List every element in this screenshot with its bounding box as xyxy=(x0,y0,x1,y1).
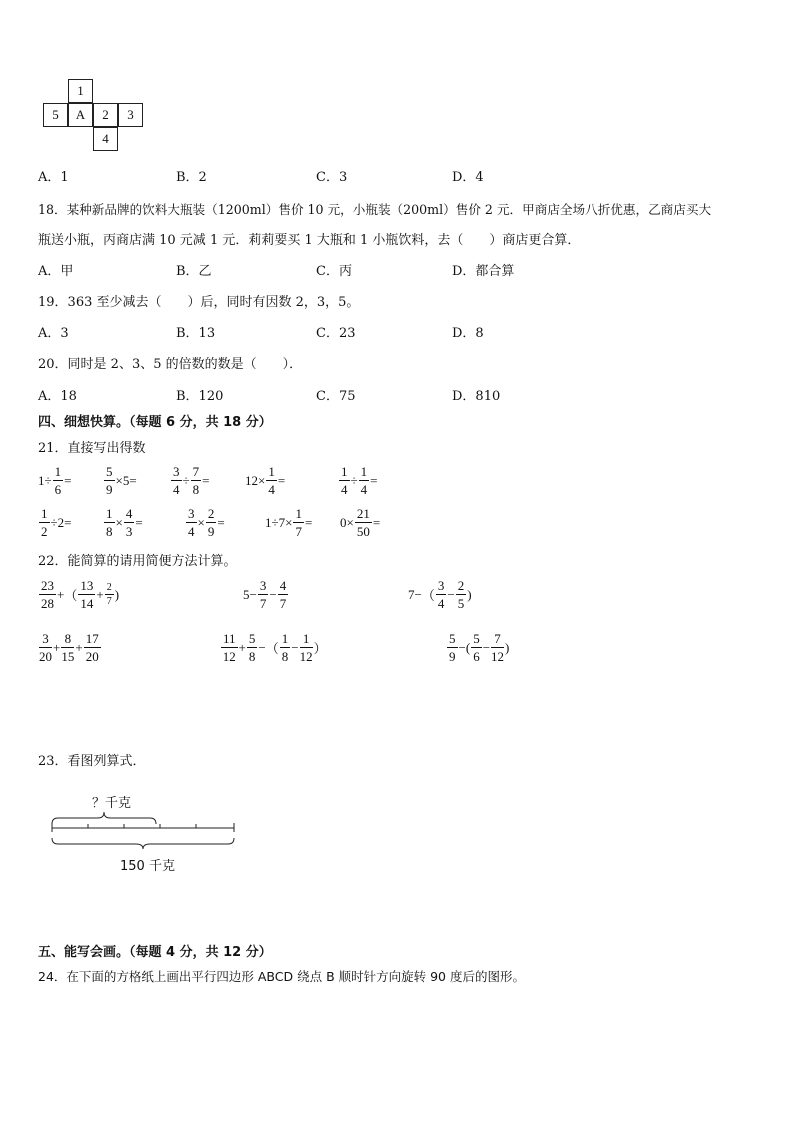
q22-text: 22．能简算的请用简便方法计算。 xyxy=(38,554,237,569)
q21-expr-1: 1 ÷ $\frac{1}{6}$ = xyxy=(38,464,72,497)
q18-option-d: D．都合算 xyxy=(452,264,515,279)
diagram-bottom-label: 150 千克 xyxy=(120,859,175,874)
q20-text: 20．同时是 2、3、5 的倍数的数是（ ）． xyxy=(38,357,303,372)
q21-expr-5: $\frac{1}{4}$ ÷ $\frac{1}{4}$ = xyxy=(341,464,378,497)
q23-text: 23．看图列算式． xyxy=(38,754,146,769)
q21-expr-7: $\frac{1}{8}$ × $\frac{4}{3}$ = xyxy=(106,506,143,539)
q19-option-a: A．3 xyxy=(38,326,69,341)
net-cell-top: 1 xyxy=(68,79,93,103)
q20-option-d: D．810 xyxy=(452,389,501,404)
segment-diagram xyxy=(46,808,238,850)
q21-expr-4: 12 × $\frac{1}{4}$ = xyxy=(245,464,286,497)
q19-option-b: B．13 xyxy=(176,326,216,341)
q21-expr-6: $\frac{1}{2}$ ÷ 2 = xyxy=(41,506,72,539)
q21-expr-10: 0 × $\frac{21}{50}$ = xyxy=(340,506,381,539)
q20-option-b: B．120 xyxy=(176,389,224,404)
q19-option-c: C．23 xyxy=(316,326,356,341)
q17-option-b: B．2 xyxy=(176,170,207,185)
section-4-heading: 四、细想快算。（每题 6 分，共 18 分） xyxy=(38,415,272,430)
q18-option-c: C．丙 xyxy=(316,264,352,279)
q19-option-d: D．8 xyxy=(452,326,484,341)
q17-option-c: C．3 xyxy=(316,170,348,185)
q18-option-b: B．乙 xyxy=(176,264,212,279)
diagram-top-label: ？千克 xyxy=(92,796,132,811)
q18-line2: 瓶送小瓶，丙商店满 10 元减 1 元．莉莉要买 1 大瓶和 1 小瓶饮料，去（ ）商店更合算． xyxy=(38,233,581,248)
q22-expr-2: 5 − $\frac{3}{7}$ − $\frac{4}{7}$ xyxy=(243,578,287,611)
net-cell-bottom: 4 xyxy=(93,127,118,151)
q22-expr-4: $\frac{3}{20}$ + $\frac{8}{15}$ + $\frac{17}{20}$ xyxy=(39,631,99,664)
q21-expr-3: $\frac{3}{4}$ ÷ $\frac{7}{8}$ = xyxy=(173,464,210,497)
q22-expr-3: 7 − （ $\frac{3}{4}$ − $\frac{2}{5}$ ) xyxy=(408,578,472,611)
net-cell-left: 5 xyxy=(43,103,68,127)
q22-expr-5: $\frac{11}{12}$ + $\frac{5}{8}$ − （ $\frac{1}{8}$ − $\frac{1}{12}$ ） xyxy=(222,631,327,664)
net-cell-right2: 3 xyxy=(118,103,143,127)
q21-expr-8: $\frac{3}{4}$ × $\frac{2}{9}$ = xyxy=(188,506,225,539)
net-cell-right1: 2 xyxy=(93,103,118,127)
q22-expr-6: $\frac{5}{9}$ − ( $\frac{5}{6}$ − $\frac{7}{12}$ ) xyxy=(449,631,510,664)
q17-option-a: A．1 xyxy=(38,170,69,185)
q24-text: 24．在下面的方格纸上画出平行四边形 ABCD 绕点 B 顺时针方向旋转 90 度后的图形。 xyxy=(38,969,525,984)
section-5-heading: 五、能写会画。（每题 4 分，共 12 分） xyxy=(38,945,272,960)
q17-option-d: D．4 xyxy=(452,170,484,185)
q18-option-a: A．甲 xyxy=(38,264,74,279)
q19-text: 19．363 至少减去（ ）后，同时有因数 2，3，5。 xyxy=(38,295,360,310)
q18-line1: 18．某种新品牌的饮料大瓶装（1200ml）售价 10 元，小瓶装（200ml）售价 2 元．甲商店全场八折优惠，乙商店买大 xyxy=(38,202,712,217)
q21-expr-9: 1 ÷ 7 × $\frac{1}{7}$ = xyxy=(265,506,313,539)
q20-option-a: A．18 xyxy=(38,389,77,404)
q21-text: 21．直接写出得数 xyxy=(38,441,146,456)
q21-expr-2: $\frac{5}{9}$ × 5 = xyxy=(106,464,137,497)
q22-expr-1: $\frac{23}{28}$ + （ $\frac{13}{14}$ + $\frac{2}{7}$ ) xyxy=(41,578,120,611)
q20-option-c: C．75 xyxy=(316,389,356,404)
net-cell-center: A xyxy=(68,103,93,127)
